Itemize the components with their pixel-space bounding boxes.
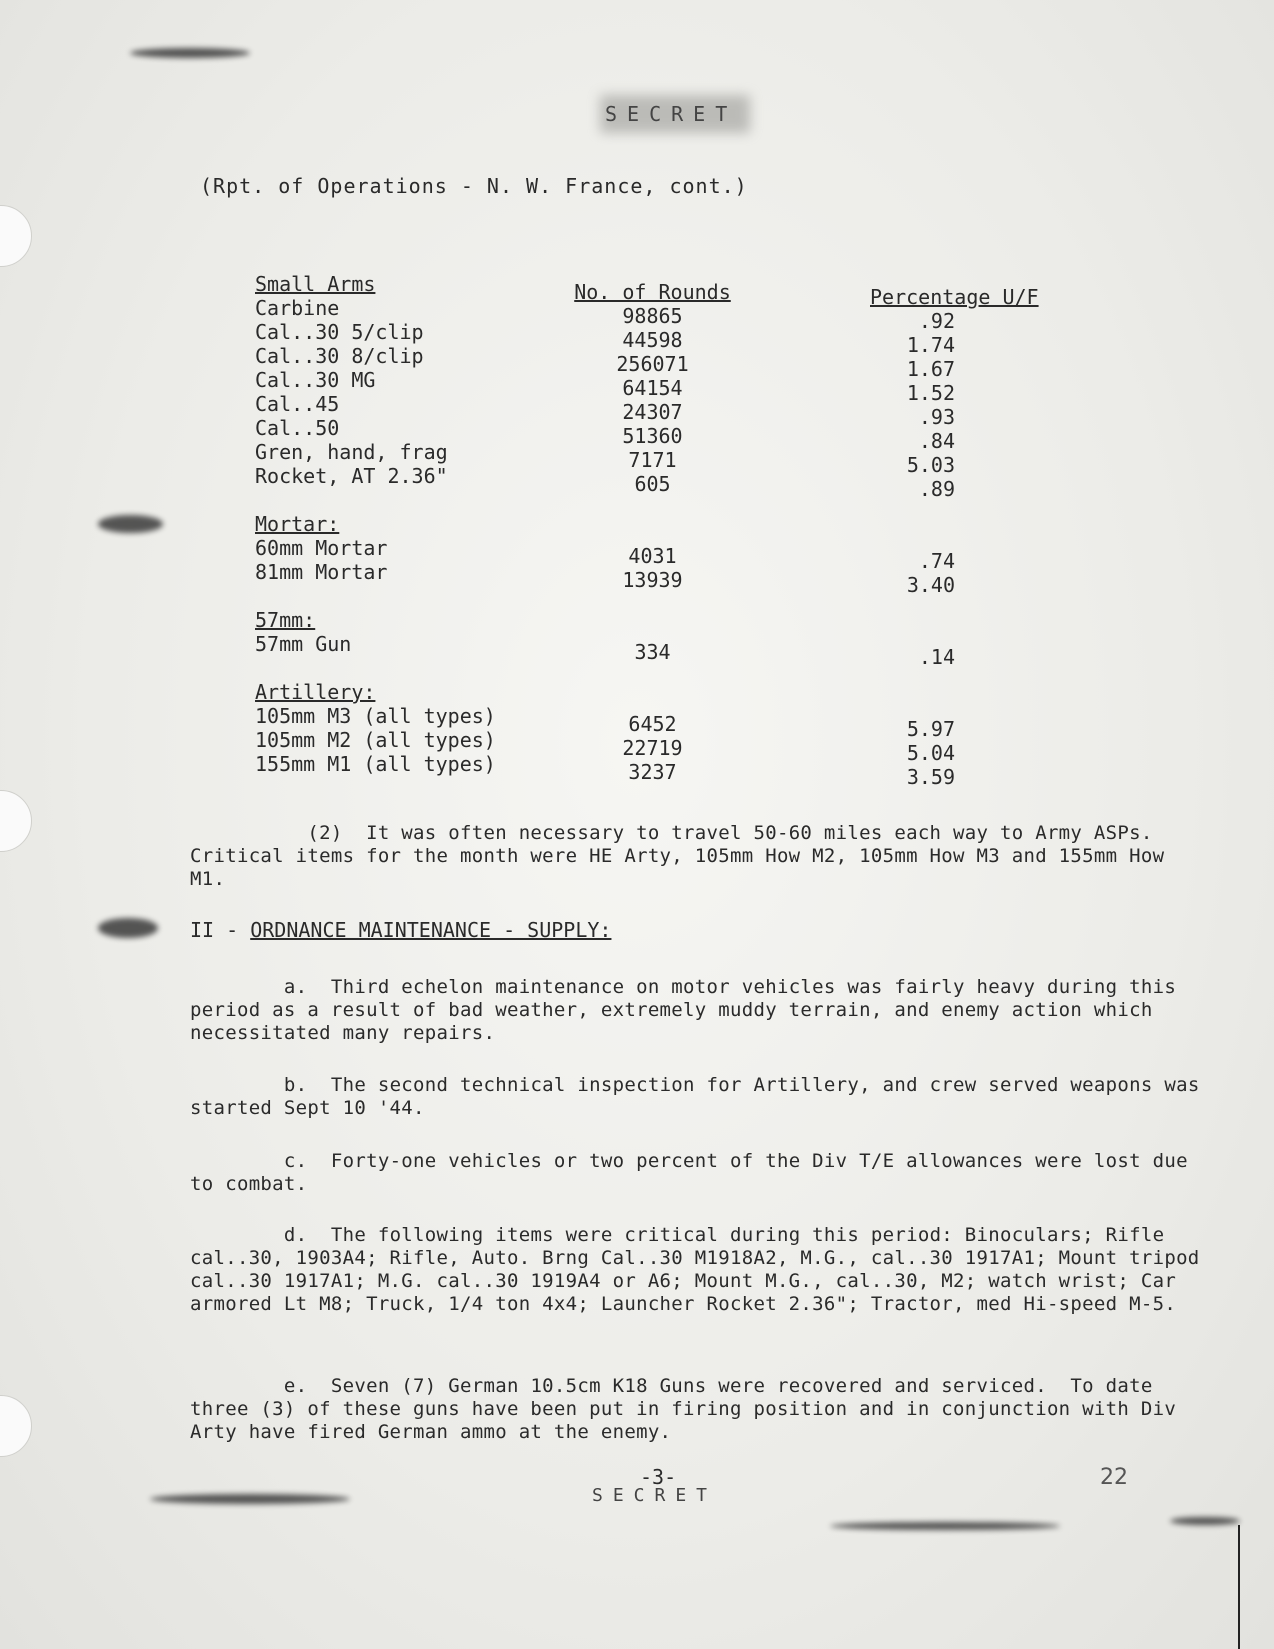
- section-prefix: II -: [190, 918, 251, 942]
- item-name: 155mm M1 (all types): [255, 752, 496, 776]
- item-name: Gren, hand, frag: [255, 440, 448, 464]
- item-name: Carbine: [255, 296, 340, 320]
- group-heading-artillery: Artillery:: [255, 680, 376, 704]
- rounds-value: 3237: [628, 760, 677, 784]
- group-heading-mortar: Mortar:: [255, 512, 340, 536]
- pct-value: 1.67: [906, 357, 955, 381]
- item-name: 57mm Gun: [255, 632, 352, 656]
- paragraph-2: (2) It was often necessary to travel 50-60 miles each way to Army ASPs. Critical items for the month were HE Arty, 105mm How M2, 105mm How M3 and 155mm How M1.: [190, 822, 1177, 890]
- rounds-value: 64154: [622, 376, 683, 400]
- percentage-column: [870, 285, 1050, 789]
- rounds-value: 22719: [622, 736, 683, 760]
- paragraph-d: d. The following items were critical during this period: Binoculars; Rifle cal..30, 1903A4; Rifle, Auto. Brng Cal..30 M1918A2, M.G., cal..30 1917A1; Mount tripod cal..30 1917A1; M.G. cal..30 1919A4 or A6; Mount M.G., cal..30, M2; watch wrist; Car armored Lt M8; Truck, 1/4 ton 4x4; Launcher Rocket 2.36"; Tractor, med Hi-speed M-5.: [190, 1224, 1212, 1315]
- rounds-value: 98865: [622, 304, 683, 328]
- rounds-value: 51360: [622, 424, 683, 448]
- punch-hole: [0, 1395, 32, 1457]
- pct-value: .84: [918, 429, 955, 453]
- rounds-value: 6452: [628, 712, 677, 736]
- col-header-percentage: Percentage U/F: [870, 285, 1039, 309]
- col-header-rounds: No. of Rounds: [574, 280, 731, 304]
- ink-smudge: [830, 1522, 1060, 1530]
- section-title: ORDNANCE MAINTENANCE - SUPPLY:: [250, 918, 612, 942]
- item-name: Cal..50: [255, 416, 340, 440]
- item-name: Rocket, AT 2.36": [255, 464, 448, 488]
- item-name: 60mm Mortar: [255, 536, 388, 560]
- punch-hole: [0, 790, 32, 852]
- item-name: Cal..30 8/clip: [255, 344, 424, 368]
- item-name: Cal..30 MG: [255, 368, 376, 392]
- pct-value: .74: [918, 549, 955, 573]
- rounds-column: [560, 280, 745, 784]
- pct-value: 1.74: [906, 333, 955, 357]
- pct-value: .89: [918, 477, 955, 501]
- paragraph-b: b. The second technical inspection for Artillery, and crew served weapons was started Sept 10 '44.: [190, 1074, 1212, 1119]
- pct-value: 5.03: [906, 453, 955, 477]
- paragraph-c: c. Forty-one vehicles or two percent of the Div T/E allowances were lost due to combat.: [190, 1150, 1200, 1195]
- paragraph-e: e. Seven (7) German 10.5cm K18 Guns were recovered and serviced. To date three (3) of these guns have been put in firing position and in conjunction with Div Arty have fired German ammo at the enemy.: [190, 1375, 1188, 1443]
- report-header: (Rpt. of Operations - N. W. France, cont.): [200, 174, 748, 198]
- pct-value: .93: [918, 405, 955, 429]
- section-heading: [190, 918, 611, 942]
- punch-hole: [0, 205, 32, 267]
- classification-top: SECRET: [605, 102, 738, 126]
- ink-smudge: [1170, 1517, 1240, 1525]
- pct-value: 3.59: [906, 765, 955, 789]
- rounds-value: 7171: [628, 448, 677, 472]
- page-number: -3-: [640, 1465, 677, 1489]
- group-heading-57mm: 57mm:: [255, 608, 316, 632]
- item-name: Cal..45: [255, 392, 340, 416]
- pct-value: .92: [918, 309, 955, 333]
- ink-smudge: [98, 515, 163, 533]
- ink-smudge: [130, 48, 250, 58]
- rounds-value: 256071: [616, 352, 689, 376]
- rounds-value: 44598: [622, 328, 683, 352]
- item-name: 105mm M2 (all types): [255, 728, 496, 752]
- paragraph-a: a. Third echelon maintenance on motor vehicles was fairly heavy during this period as a result of bad weather, extremely muddy terrain, and enemy action which necessitated many repairs.: [190, 976, 1188, 1044]
- pct-value: 5.04: [906, 741, 955, 765]
- ink-smudge: [98, 918, 158, 938]
- rounds-value: 24307: [622, 400, 683, 424]
- handwritten-page-number: 22: [1100, 1465, 1128, 1490]
- item-name: 105mm M3 (all types): [255, 704, 496, 728]
- pct-value: 1.52: [906, 381, 955, 405]
- rounds-value: 334: [634, 640, 671, 664]
- item-name: Cal..30 5/clip: [255, 320, 424, 344]
- pct-value: 5.97: [906, 717, 955, 741]
- item-name: 81mm Mortar: [255, 560, 388, 584]
- col-header-item: Small Arms: [255, 272, 376, 296]
- rounds-value: 4031: [628, 544, 677, 568]
- pct-value: .14: [918, 645, 955, 669]
- pct-value: 3.40: [906, 573, 955, 597]
- ink-smudge: [150, 1494, 350, 1504]
- item-column: [255, 272, 496, 776]
- page-edge-mark: [1238, 1525, 1240, 1649]
- rounds-value: 605: [634, 472, 671, 496]
- rounds-value: 13939: [622, 568, 683, 592]
- classification-bottom: SECRET: [592, 1485, 718, 1506]
